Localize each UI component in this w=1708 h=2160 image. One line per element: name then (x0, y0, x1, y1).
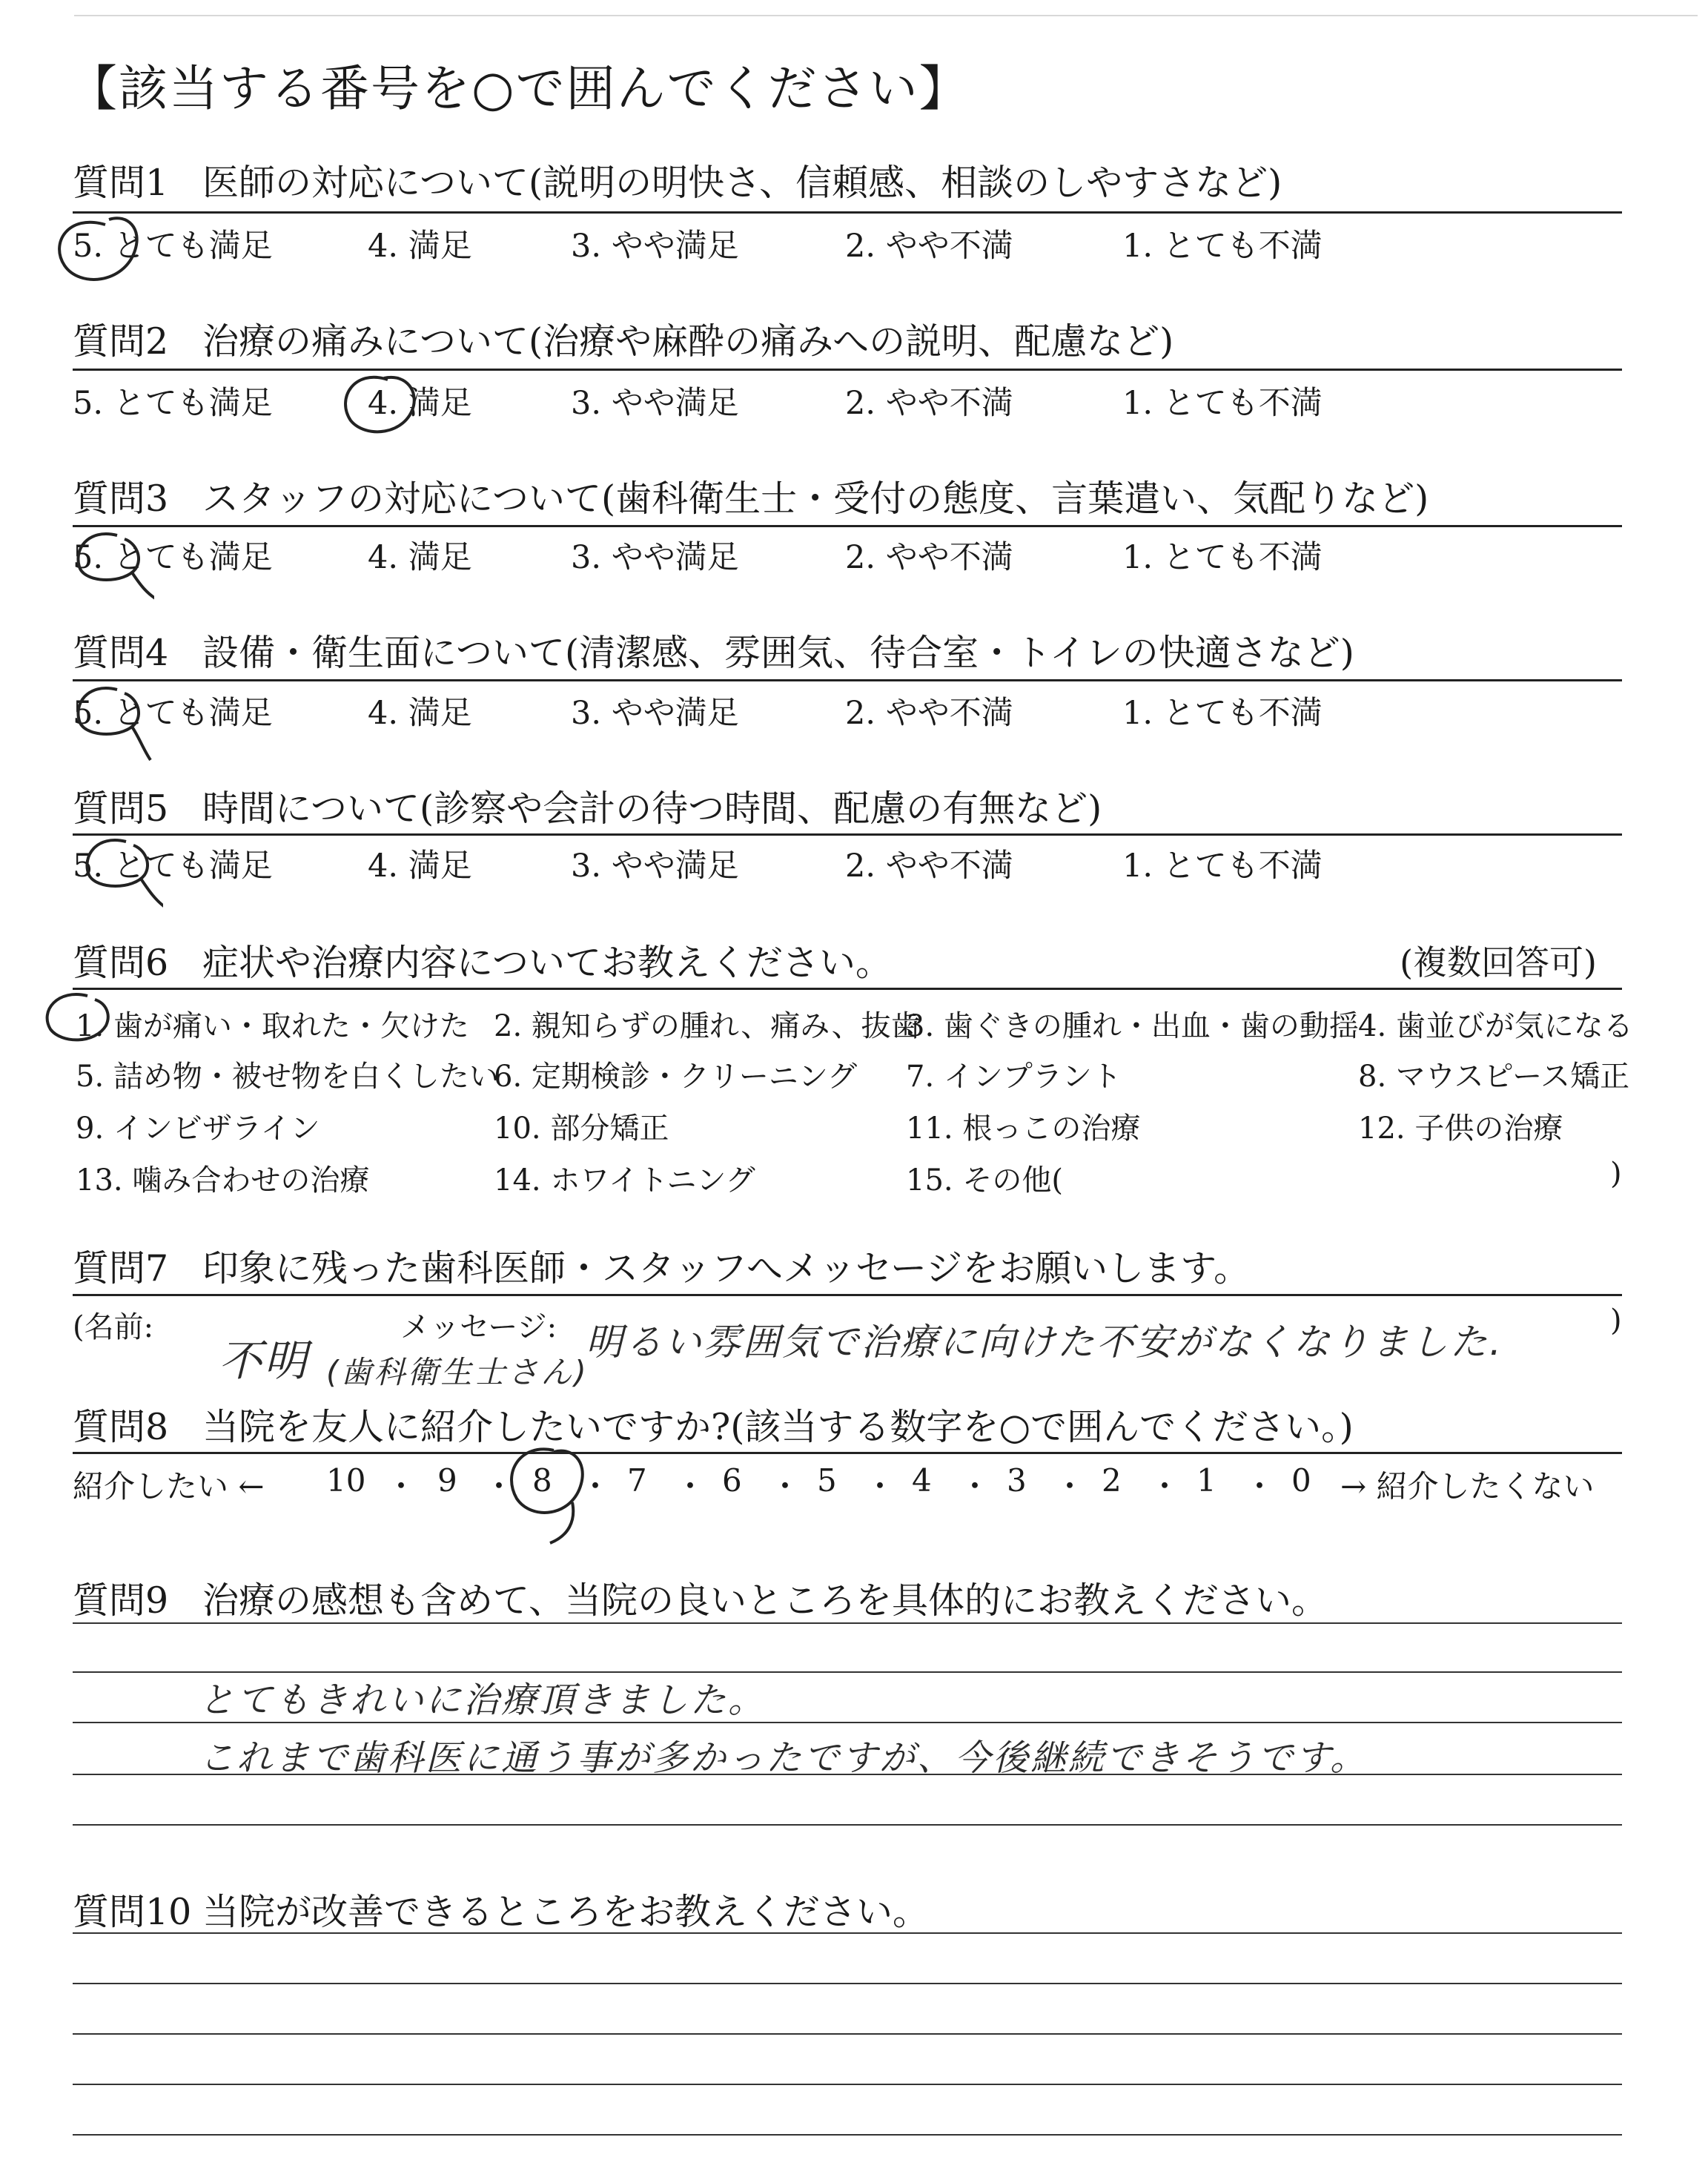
option-somewhat-satisfied[interactable]: 3. やや満足 (571, 539, 739, 576)
score-10[interactable]: 10 (326, 1462, 366, 1499)
question-text: 治療の痛みについて(治療や麻酔の痛みへの説明、配慮など) (202, 320, 1174, 363)
message-close-paren: ) (1610, 1304, 1622, 1338)
answer-line (73, 1622, 1622, 1624)
recommend-left-label: 紹介したい ← (73, 1468, 265, 1505)
question-number: 質問8 (73, 1406, 169, 1448)
score-7[interactable]: 7 (627, 1462, 647, 1499)
score-separator: ・ (864, 1468, 896, 1505)
score-8[interactable]: 8 (532, 1462, 552, 1499)
answer-line (73, 2033, 1622, 2035)
option-somewhat-satisfied[interactable]: 3. やや満足 (571, 848, 739, 885)
score-2[interactable]: 2 (1102, 1462, 1122, 1499)
option-very-satisfied[interactable]: 5. とても満足 (73, 695, 273, 732)
question-text: 当院を友人に紹介したいですか?(該当する数字を○で囲んでください。) (202, 1406, 1354, 1448)
handwritten-circle-mark (74, 834, 163, 916)
question-text: 設備・衛生面について(清潔感、雰囲気、待合室・トイレの快適さなど) (202, 632, 1354, 674)
symptom-option[interactable]: 3. 歯ぐきの腫れ・出血・歯の動揺 (906, 1009, 1359, 1043)
symptom-option[interactable]: 9. インビザライン (76, 1112, 320, 1146)
question-5 (73, 780, 1102, 832)
answer-line (73, 1824, 1622, 1826)
option-very-satisfied[interactable]: 5. とても満足 (73, 848, 273, 885)
handwritten-message: 明るい雰囲気で治療に向けた不安がなくなりました. (586, 1321, 1503, 1364)
symptom-option[interactable]: 7. インプラント (906, 1060, 1122, 1094)
question-10 (73, 1883, 929, 1935)
question-number: 質問10 (73, 1891, 192, 1933)
answer-line (73, 833, 1622, 836)
question-4 (73, 624, 1354, 676)
symptom-option[interactable]: 6. 定期検診・クリーニング (494, 1060, 858, 1094)
score-separator: ・ (1149, 1468, 1181, 1505)
symptom-option[interactable]: 2. 親知らずの腫れ、痛み、抜歯 (494, 1009, 921, 1043)
question-text: 時間について(診察や会計の待つ時間、配慮の有無など) (202, 787, 1102, 830)
option-very-satisfied[interactable]: 5. とても満足 (73, 228, 273, 265)
option-somewhat-dissatisfied[interactable]: 2. やや不満 (845, 385, 1013, 422)
score-6[interactable]: 6 (722, 1462, 742, 1499)
option-somewhat-dissatisfied[interactable]: 2. やや不満 (845, 695, 1013, 732)
option-satisfied[interactable]: 4. 満足 (368, 539, 472, 576)
question-number: 質問5 (73, 787, 169, 830)
answer-line (73, 369, 1622, 371)
answer-line (73, 988, 1622, 990)
option-somewhat-dissatisfied[interactable]: 2. やや不満 (845, 848, 1013, 885)
option-somewhat-satisfied[interactable]: 3. やや満足 (571, 695, 739, 732)
option-satisfied[interactable]: 4. 満足 (368, 848, 472, 885)
option-very-satisfied[interactable]: 5. とても満足 (73, 539, 273, 576)
symptom-option[interactable]: 10. 部分矯正 (494, 1112, 669, 1146)
symptom-option[interactable]: 13. 噛み合わせの治療 (76, 1163, 370, 1198)
score-3[interactable]: 3 (1007, 1462, 1027, 1499)
handwritten-circle-mark (65, 682, 154, 764)
answer-line (73, 2134, 1622, 2136)
score-separator: ・ (580, 1468, 612, 1505)
answer-line (73, 2084, 1622, 2085)
question-9 (73, 1572, 1328, 1624)
question-text: 当院が改善できるところをお教えください。 (202, 1891, 930, 1933)
question-number: 質問9 (73, 1579, 169, 1622)
handwritten-staff-role: (歯科衛生士さん) (326, 1354, 589, 1390)
score-separator: ・ (1054, 1468, 1086, 1505)
question-8 (73, 1398, 1354, 1450)
question-number: 質問4 (73, 632, 169, 674)
score-separator: ・ (769, 1468, 801, 1505)
answer-line (73, 211, 1622, 214)
score-4[interactable]: 4 (912, 1462, 932, 1499)
option-satisfied[interactable]: 4. 満足 (368, 695, 472, 732)
handwritten-circle-mark (65, 528, 154, 610)
symptom-option[interactable]: 5. 詰め物・被せ物を白くしたい (76, 1060, 499, 1094)
score-separator: ・ (385, 1468, 417, 1505)
answer-line (73, 1983, 1622, 1984)
question-3 (73, 470, 1429, 522)
question-text: スタッフの対応について(歯科衛生士・受付の態度、言葉遣い、気配りなど) (202, 478, 1429, 520)
answer-line (73, 679, 1622, 681)
option-very-dissatisfied[interactable]: 1. とても不満 (1122, 695, 1323, 732)
question-2 (73, 313, 1174, 365)
question-7 (73, 1240, 1250, 1292)
handwritten-comment-line-2: これまで歯科医に通う事が多かったですが、今後継続できそうです。 (199, 1737, 1368, 1779)
score-separator: ・ (1244, 1468, 1276, 1505)
option-satisfied[interactable]: 4. 満足 (368, 228, 472, 265)
question-number: 質問2 (73, 320, 169, 363)
symptom-option[interactable]: 4. 歯並びが気になる (1358, 1009, 1633, 1043)
question-number: 質問6 (73, 942, 169, 984)
symptom-option-other[interactable]: 15. その他( (906, 1163, 1063, 1198)
question-number: 質問7 (73, 1247, 169, 1289)
symptom-option[interactable]: 12. 子供の治療 (1358, 1112, 1563, 1146)
handwritten-circle-mark (36, 985, 117, 1051)
question-number: 質問3 (73, 478, 169, 520)
option-somewhat-dissatisfied[interactable]: 2. やや不満 (845, 539, 1013, 576)
score-separator: ・ (959, 1468, 991, 1505)
message-label: メッセージ: (400, 1310, 557, 1344)
score-5[interactable]: 5 (817, 1462, 837, 1499)
recommend-right-label: → 紹介したくない (1340, 1468, 1595, 1505)
score-1[interactable]: 1 (1196, 1462, 1217, 1499)
symptom-option[interactable]: 14. ホワイトニング (494, 1163, 755, 1198)
option-very-satisfied[interactable]: 5. とても満足 (73, 385, 273, 422)
option-somewhat-satisfied[interactable]: 3. やや満足 (571, 228, 739, 265)
option-satisfied[interactable]: 4. 満足 (368, 385, 472, 422)
handwritten-circle-mark (498, 1443, 595, 1547)
page-heading: 【該当する番号を○で囲んでください】 (68, 60, 970, 117)
name-label: (名前: (73, 1310, 154, 1344)
option-very-dissatisfied[interactable]: 1. とても不満 (1122, 539, 1323, 576)
question-6 (73, 934, 892, 986)
symptom-option[interactable]: 8. マウスピース矯正 (1358, 1060, 1630, 1094)
option-very-dissatisfied[interactable]: 1. とても不満 (1122, 385, 1323, 422)
option-somewhat-satisfied[interactable]: 3. やや満足 (571, 385, 739, 422)
handwritten-staff-name: 不明 (219, 1335, 310, 1386)
handwritten-circle-mark (46, 206, 150, 295)
score-separator: ・ (675, 1468, 706, 1505)
question-text: 医師の対応について(説明の明快さ、信頼感、相談のしやすさなど) (202, 162, 1282, 204)
score-0[interactable]: 0 (1291, 1462, 1311, 1499)
option-very-dissatisfied[interactable]: 1. とても不満 (1122, 848, 1323, 885)
score-separator: ・ (483, 1468, 515, 1505)
answer-line (73, 525, 1622, 527)
answer-line (73, 1452, 1622, 1454)
symptom-option[interactable]: 11. 根っこの治療 (906, 1112, 1141, 1146)
symptom-option[interactable]: 1. 歯が痛い・取れた・欠けた (76, 1009, 469, 1043)
question-number: 質問1 (73, 162, 169, 204)
option-somewhat-dissatisfied[interactable]: 2. やや不満 (845, 228, 1013, 265)
handwritten-circle-mark (332, 365, 428, 446)
answer-line (73, 1294, 1622, 1296)
top-border (74, 15, 1698, 16)
handwritten-comment-line-1: とてもきれいに治療頂きました。 (199, 1680, 767, 1721)
other-close-paren: ) (1610, 1157, 1622, 1191)
question-text: 印象に残った歯科医師・スタッフへメッセージをお願いします。 (202, 1247, 1251, 1289)
question-1 (73, 154, 1282, 206)
question-text: 治療の感想も含めて、当院の良いところを具体的にお教えください。 (202, 1579, 1328, 1622)
score-9[interactable]: 9 (437, 1462, 457, 1499)
option-very-dissatisfied[interactable]: 1. とても不満 (1122, 228, 1323, 265)
question-text: 症状や治療内容についてお教えください。 (202, 942, 893, 984)
multiple-answer-note: (複数回答可) (1400, 942, 1597, 982)
answer-line (73, 1932, 1622, 1934)
